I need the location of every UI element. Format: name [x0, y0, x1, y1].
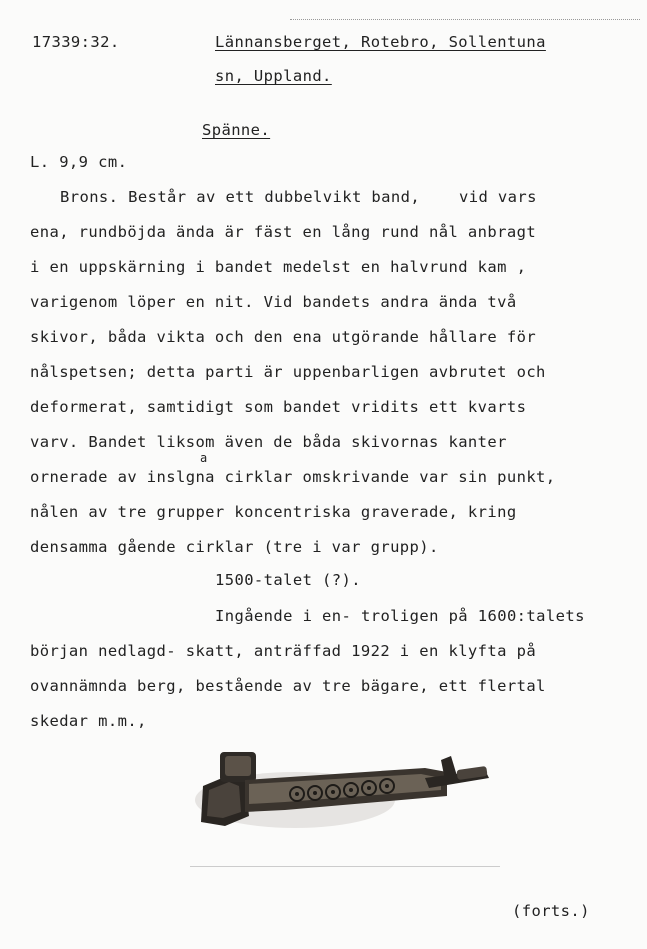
- description-line-1: Brons. Består av ett dubbelvikt band, vid vars: [60, 188, 537, 206]
- find-line-2: början nedlagd- skatt, anträffad 1922 i en klyfta på: [30, 642, 537, 660]
- description-line-6: nålspetsen; detta parti är uppenbarligen avbrutet och: [30, 363, 546, 381]
- brooch-photo: [185, 738, 505, 838]
- find-line-3: ovannämnda berg, bestående av tre bägare, ett flertal: [30, 677, 546, 695]
- brooch-image: [185, 738, 505, 838]
- description-line-10: nålen av tre grupper koncentriska graverade, kring: [30, 503, 517, 521]
- continuation-note: (forts.): [512, 902, 590, 920]
- catalog-number: 17339:32.: [32, 33, 120, 51]
- location-line-1: Lännansberget, Rotebro, Sollentuna: [215, 33, 546, 51]
- description-line-8: varv. Bandet liksom även de båda skivornas kanter: [30, 433, 507, 451]
- bottom-rule: [190, 866, 500, 867]
- dating: 1500-talet (?).: [215, 571, 361, 589]
- find-line-1: Ingående i en- troligen på 1600:talets: [215, 607, 585, 625]
- location-line-2: sn, Uppland.: [215, 67, 332, 85]
- description-line-9: ornerade av inslgna cirklar omskrivande var sin punkt,: [30, 468, 556, 486]
- top-rule: [290, 19, 640, 20]
- description-line-7: deformerat, samtidigt som bandet vridits ett kvarts: [30, 398, 527, 416]
- description-line-11: densamma gående cirklar (tre i var grupp).: [30, 538, 439, 556]
- insertion-mark: a: [200, 451, 208, 465]
- object-title: Spänne.: [202, 121, 271, 139]
- description-line-5: skivor, båda vikta och den ena utgörande hållare för: [30, 328, 537, 346]
- description-line-4: varigenom löper en nit. Vid bandets andra ända två: [30, 293, 517, 311]
- description-line-3: i en uppskärning i bandet medelst en halvrund kam ,: [30, 258, 527, 276]
- find-line-4: skedar m.m.,: [30, 712, 147, 730]
- length: L. 9,9 cm.: [30, 153, 128, 171]
- description-line-2: ena, rundböjda ända är fäst en lång rund nål anbragt: [30, 223, 537, 241]
